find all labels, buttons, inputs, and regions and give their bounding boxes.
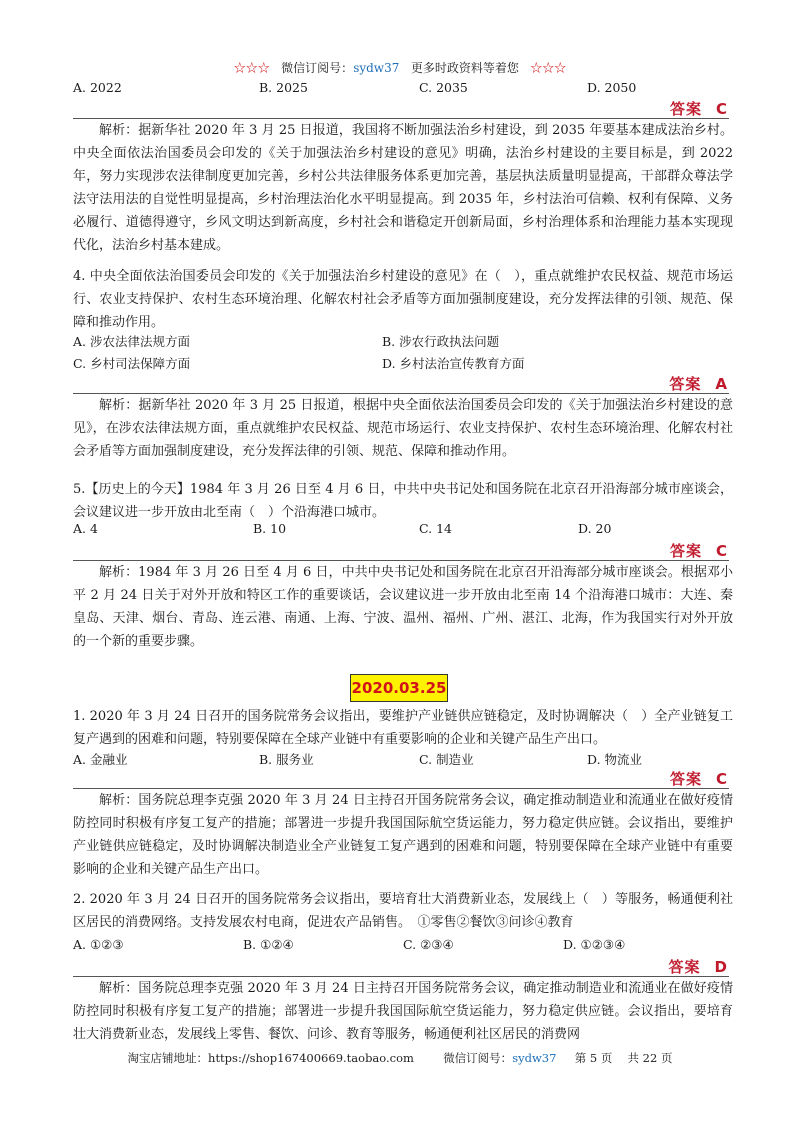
q3-analysis: 解析：据新华社 2020 年 3 月 25 日报道，我国将不断加强法治乡村建设，到 2035 年要基本建成法治乡村。中央全面依法治国委员会印发的《关于加强法治乡村建设的意见》明确，法治乡村建设的主要目标是，到 2022 年，努力实现涉农法律制度更加完善，乡村公共法律服务体系更加完善，基层执法质量明显提高，干部群众尊法学法守法用法的自觉性明显提高，乡村治理法治化水平明显提高。到 2035 年，乡村法治可信赖、权利有保障、义务必履行、道德得遵守，乡风文明达到新高度，乡村社会和谐稳定开创新局面，乡村治理体系和治理能力基本实现现代化，法治乡村基本建成。 [73,123,733,253]
s2q2-answer-label: 答案 [668,958,701,976]
q5-options [73,521,733,539]
s2q1-answer-letter: C [715,770,728,788]
q3-answer-letter: C [715,100,728,118]
header-slogan: 更多时政资料等着您 [410,61,519,75]
q5-option-d: D. 20 [578,521,612,536]
s2q2-option-b: B. ①②④ [243,937,294,952]
q4-option-c: C. 乡村司法保障方面 [73,356,191,371]
s2q2-answer [669,956,728,977]
q4-answer-label: 答案 [669,375,702,393]
q4-options [73,331,733,375]
s2q1-answer [670,768,728,789]
footer-wx-account: sydw37 [512,1051,557,1065]
q4-option-d: D. 乡村法治宣传教育方面 [382,356,525,371]
q4-option-b: B. 涉农行政执法问题 [382,334,500,349]
q3-option-a: A. 2022 [73,80,122,95]
q3-option-b: B. 2025 [259,80,308,95]
q5-answer-letter: C [715,542,728,560]
header-stars-right: ☆☆☆ [530,61,567,75]
q4-analysis: 解析：据新华社 2020 年 3 月 25 日报道，根据中央全面依法治国委员会印发的《关于加强法治乡村建设的意见》，在涉农法律法规方面，重点就维护农民权益、规范市场运行、农业支持保护、农村生态环境治理、化解农村社会矛盾等方面加强制度建设，充分发挥法律的引领、规范、保障和推动作用。 [73,398,733,459]
s2q1-option-d: D. 物流业 [587,752,643,767]
s2q1-option-c: C. 制造业 [419,752,474,767]
footer-shop-label: 淘宝店铺地址： [127,1051,209,1065]
s2q2-option-d: D. ①②③④ [563,937,626,952]
s2q1-answer-label: 答案 [669,770,702,788]
footer-shop-link[interactable]: https://shop167400669.taobao.com [208,1051,414,1065]
q4-option-a: A. 涉农法律法规方面 [73,334,190,349]
q5-option-a: A. 4 [73,521,98,536]
q3-options [73,80,733,98]
s2q1-options [73,750,733,768]
s2q2-analysis: 解析：国务院总理李克强 2020 年 3 月 24 日主持召开国务院常务会议，确定推动制造业和流通业在做好疫情防控同时积极有序复工复产的措施；部署进一步提升我国国际航空货运能力，努力稳定供应链。会议指出，要培育壮大消费新业态，发展线上零售、餐饮、问诊、教育等服务，畅通便利社区居民的消费网 [73,981,733,1042]
s2q2-question: 2. 2020 年 3 月 24 日召开的国务院常务会议指出，要培育壮大消费新业态，发展线上（ ）等服务，畅通便利社区居民的消费网络。支持发展农村电商，促进农产品销售。 ①零售②餐饮③问诊④教育 [73,892,733,930]
q4-answer-letter: A [715,375,728,393]
s2q2-options [73,937,733,955]
page-header [0,59,800,76]
q5-answer-label: 答案 [669,542,702,560]
header-account: sydw37 [353,61,400,75]
q4-answer [669,373,728,394]
s2q1-option-b: B. 服务业 [259,752,314,767]
page-footer [0,1050,800,1066]
q5-answer [670,540,728,561]
header-label: 微信订阅号： [281,61,354,75]
q3-answer-label: 答案 [669,100,702,118]
s2q1-analysis: 解析：国务院总理李克强 2020 年 3 月 24 日主持召开国务院常务会议，确定推动制造业和流通业在做好疫情防控同时积极有序复工复产的措施；部署进一步提升我国国际航空货运能力，努力稳定供应链。会议指出，要维护产业链供应链稳定，及时协调解决制造业全产业链复工复产遇到的困难和问题，特别要保障在全球产业链中有重要影响的企业和关键产品生产出口。 [73,793,733,877]
s2q1-option-a: A. 金融业 [73,752,128,767]
footer-wx-label: 微信订阅号： [443,1051,513,1065]
section-date-banner: 2020.03.25 [350,674,448,702]
q3-option-c: C. 2035 [419,80,468,95]
s2q2-option-a: A. ①②③ [73,937,124,952]
header-stars-left: ☆☆☆ [233,61,270,75]
footer-page-number: 第 5 页 共 22 页 [574,1051,673,1065]
q5-analysis: 解析：1984 年 3 月 26 日至 4 月 6 日，中共中央书记处和国务院在北京召开沿海部分城市座谈会。根据邓小平 2 月 24 日关于对外开放和特区工作的重要谈话，会议建议进一步开放由北至南 14 个沿海港口城市：大连、秦皇岛、天津、烟台、青岛、连云港、南通、上海、宁波、温州、福州、广州、湛江、北海，作为我国实行对外开放的一个新的重要步骤。 [73,565,733,649]
q5-option-c: C. 14 [419,521,452,536]
s2q1-question: 1. 2020 年 3 月 24 日召开的国务院常务会议指出，要维护产业链供应链稳定，及时协调解决（ ）全产业链复工复产遇到的困难和问题，特别要保障在全球产业链中有重要影响的企业和关键产品生产出口。 [73,709,733,747]
s2q2-option-c: C. ②③④ [403,937,454,952]
s2q2-answer-letter: D [714,958,728,976]
q5-question: 5.【历史上的今天】1984 年 3 月 26 日至 4 月 6 日，中共中央书记处和国务院在北京召开沿海部分城市座谈会，会议建议进一步开放由北至南（ ）个沿海港口城市。 [73,482,733,520]
q3-answer [670,98,728,119]
q5-option-b: B. 10 [253,521,287,536]
q4-question: 4. 中央全面依法治国委员会印发的《关于加强法治乡村建设的意见》在（ ），重点就维护农民权益、规范市场运行、农业支持保护、农村生态环境治理、化解农村社会矛盾等方面加强制度建设，充分发挥法律的引领、规范、保障和推动作用。 [73,269,733,330]
q3-option-d: D. 2050 [587,80,637,95]
